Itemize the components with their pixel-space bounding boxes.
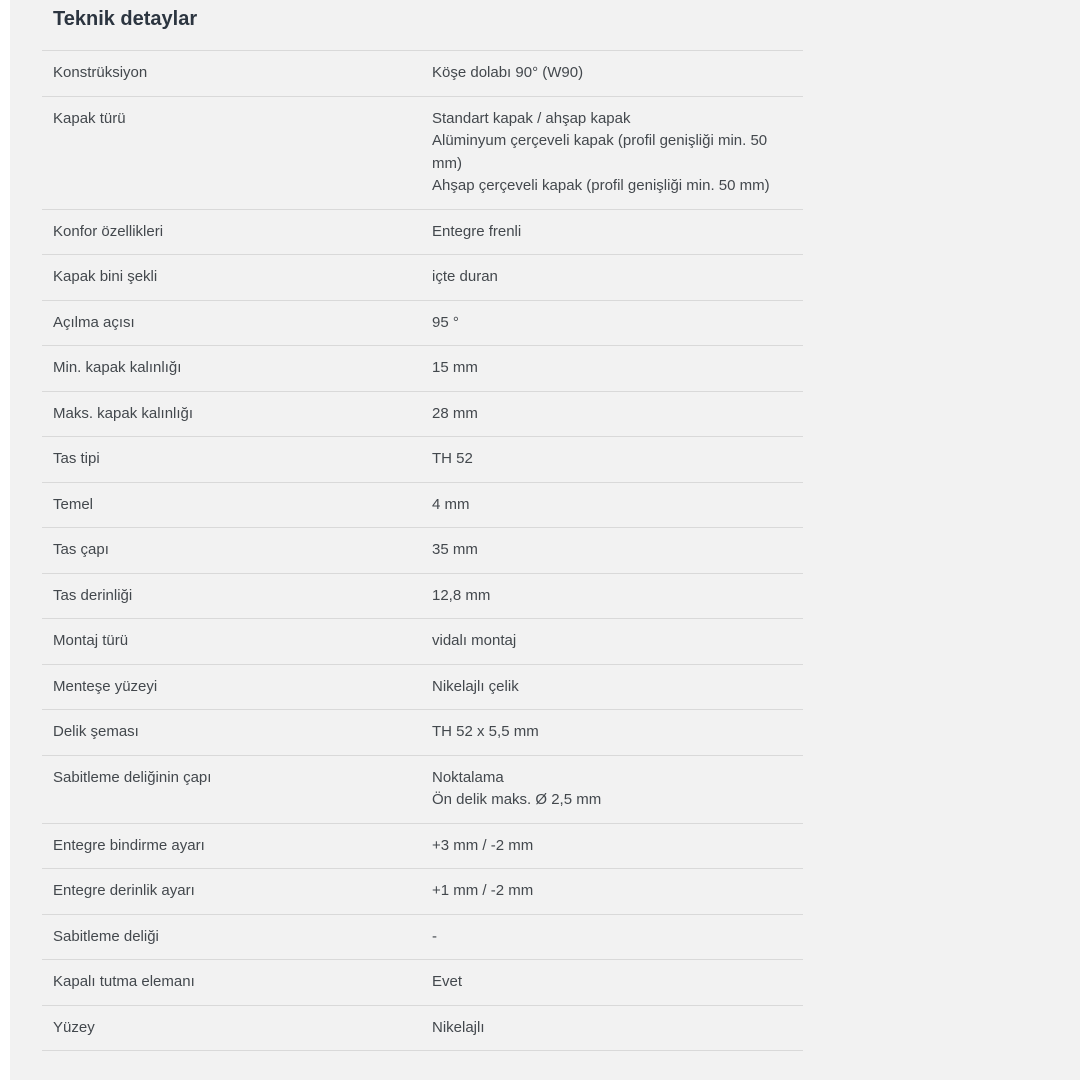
table-row [42,50,803,96]
table-row [42,959,803,1005]
table-row [42,345,803,391]
spec-value [432,630,777,653]
spec-label: Konstrüksiyon [53,64,148,81]
table-row [42,209,803,255]
spec-value [432,721,777,744]
spec-label: Sabitleme deliği [53,927,159,945]
spec-value-line: 15 mm [432,359,478,376]
spec-label: Konfor özellikleri [53,222,164,240]
spec-value [432,926,777,949]
spec-value [432,62,777,85]
table-row [42,391,803,437]
spec-label: Menteşe yüzeyi [53,677,158,695]
spec-value-line: 35 mm [432,541,478,558]
spec-label: Entegre derinlik ayarı [53,882,195,899]
spec-value-line: 12,8 mm [432,586,491,604]
spec-value [432,971,777,994]
spec-value [432,403,777,426]
spec-value-line: Standart kapak / ahşap kapak [432,109,631,127]
spec-label: Tas tipi [53,450,100,467]
spec-value [432,357,777,380]
spec-value [432,448,777,471]
spec-value [432,676,777,699]
table-row [42,755,803,823]
spec-value-line: Entegre frenli [432,222,522,240]
spec-value [432,108,777,198]
spec-value-line: 4 mm [432,495,470,513]
spec-label: Tas derinliği [53,586,133,604]
table-row [42,868,803,914]
table-row [42,914,803,960]
spec-label: Kapak türü [53,109,126,127]
spec-value [432,539,777,562]
table-row [42,254,803,300]
spec-value [432,585,777,608]
technical-details-panel [10,0,1080,1080]
table-row [42,436,803,482]
spec-label: Yüzey [53,1018,95,1036]
spec-value [432,266,777,289]
spec-value-line: içte duran [432,268,498,285]
spec-value-line: 28 mm [432,404,478,422]
spec-value-line: TH 52 x 5,5 mm [432,723,539,740]
table-row [42,573,803,619]
spec-label: Temel [53,495,94,513]
spec-value [432,494,777,517]
spec-label: Maks. kapak kalınlığı [53,404,194,422]
section-title: Teknik detaylar [53,8,198,30]
spec-label: Sabitleme deliğinin çapı [53,768,212,786]
table-row [42,664,803,710]
spec-label: Entegre bindirme ayarı [53,836,205,854]
spec-label: Min. kapak kalınlığı [53,359,182,376]
spec-value [432,312,777,335]
spec-value-line: Ön delik maks. Ø 2,5 mm [432,791,602,808]
spec-value [432,221,777,244]
spec-value-line: +1 mm / -2 mm [432,882,534,899]
table-row [42,823,803,869]
spec-label: Montaj türü [53,632,129,649]
spec-value-line: Evet [432,973,463,990]
spec-value-line: +3 mm / -2 mm [432,836,534,854]
spec-value-line: 95 ° [432,313,459,331]
spec-label: Kapalı tutma elemanı [53,973,195,990]
spec-value-line: Ahşap çerçeveli kapak (profil genişliği min. 50 mm) [432,177,770,194]
spec-value-line: Nikelajlı [432,1018,485,1036]
spec-label: Kapak bini şekli [53,268,158,285]
spec-value-line: - [432,927,437,945]
spec-value [432,1017,777,1040]
table-row [42,709,803,755]
table-row [42,527,803,573]
spec-value-line: Alüminyum çerçeveli kapak (profil genişliği min. 50 mm) [432,132,768,172]
table-row [42,482,803,528]
table-row [42,300,803,346]
spec-value-line: vidalı montaj [432,632,517,649]
spec-value-line: Noktalama [432,768,504,786]
spec-value [432,880,777,903]
table-row [42,618,803,664]
technical-details-section [42,0,803,1051]
spec-value-line: Köşe dolabı 90° (W90) [432,64,584,81]
table-row [42,96,803,209]
spec-label: Tas çapı [53,541,109,558]
spec-value-line: TH 52 [432,450,473,467]
spec-value-line: Nikelajlı çelik [432,677,519,695]
table-row [42,1005,803,1051]
spec-label: Delik şeması [53,723,139,740]
spec-table [42,50,803,1051]
spec-value [432,767,777,812]
spec-label: Açılma açısı [53,313,135,331]
spec-value [432,835,777,858]
